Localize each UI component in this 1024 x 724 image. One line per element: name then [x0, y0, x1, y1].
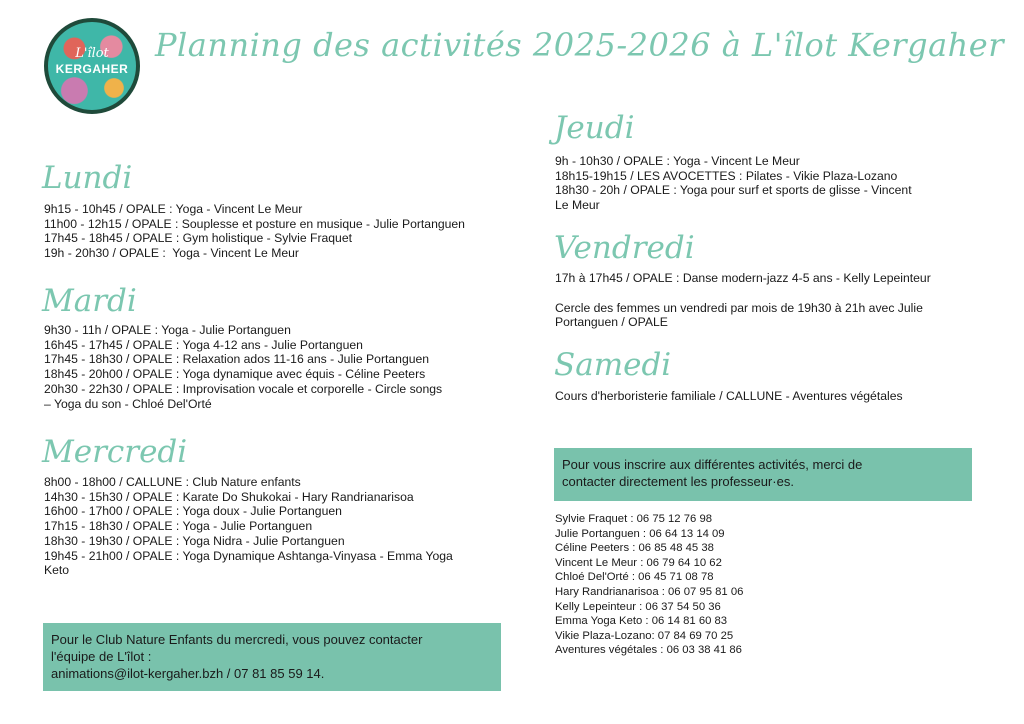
contact-item: Vincent Le Meur : 06 79 64 10 62: [555, 556, 722, 569]
schedule-line: 16h00 - 17h00 / OPALE : Yoga doux - Julie Portanguen: [44, 504, 342, 519]
day-heading-samedi: Samedi: [554, 347, 672, 383]
schedule-line: 9h15 - 10h45 / OPALE : Yoga - Vincent Le Meur: [44, 202, 303, 216]
schedule-line: 9h - 10h30 / OPALE : Yoga - Vincent Le Meur: [555, 154, 800, 168]
schedule-line: 17h45 - 18h30 / OPALE : Relaxation ados 11-16 ans - Julie Portanguen: [44, 352, 430, 367]
inscription-info-box: Pour vous inscrire aux différentes activités, merci de contacter directement les professeur·es.: [554, 448, 972, 501]
day-heading-lundi: Lundi: [42, 160, 133, 196]
schedule-line: 18h45 - 20h00 / OPALE : Yoga dynamique avec équis - Céline Peeters: [44, 367, 426, 382]
logo-text-ilot: L'îlot: [75, 46, 109, 61]
day-heading-jeudi: Jeudi: [554, 110, 635, 146]
schedule-vendredi: [555, 271, 975, 330]
schedule-line: 11h00 - 12h15 / OPALE : Souplesse et posture en musique - Julie Portanguen: [44, 216, 465, 231]
contact-item: Kelly Lepeinteur : 06 37 54 50 36: [555, 600, 721, 613]
schedule-line: 9h30 - 11h / OPALE : Yoga - Julie Portanguen: [44, 323, 291, 337]
contact-item: Julie Portanguen : 06 64 13 14 09: [555, 527, 725, 540]
schedule-line: 17h15 - 18h30 / OPALE : Yoga - Julie Portanguen: [44, 519, 313, 534]
schedule-line: 16h45 - 17h45 / OPALE : Yoga 4-12 ans - Julie Portanguen: [44, 337, 363, 352]
schedule-line: 17h à 17h45 / OPALE : Danse modern-jazz 4-5 ans - Kelly Lepeinteur: [555, 271, 931, 285]
contact-item: Emma Yoga Keto : 06 14 81 60 83: [555, 615, 728, 628]
page-title: Planning des activités 2025-2026 à L'îlot Kergaher: [155, 26, 1004, 64]
club-nature-contact-box: Pour le Club Nature Enfants du mercredi, vous pouvez contacter l'équipe de L'îlot : animations@ilot-kergaher.bzh / 07 81 85 59 14.: [43, 623, 501, 691]
schedule-mardi: [44, 323, 442, 411]
contact-item: Aventures végétales : 06 03 38 41 86: [555, 644, 742, 657]
contact-item: Chloé Del'Orté : 06 45 71 08 78: [555, 571, 714, 584]
contact-item: Céline Peeters : 06 85 48 45 38: [555, 542, 714, 555]
day-heading-mardi: Mardi: [42, 283, 137, 319]
schedule-line: 18h15-19h15 / LES AVOCETTES : Pilates - Vikie Plaza-Lozano: [555, 168, 898, 183]
logo-text-kergaher: KERGAHER: [55, 62, 129, 76]
schedule-line: 18h30 - 19h30 / OPALE : Yoga Nidra - Julie Portanguen: [44, 533, 345, 548]
schedule-jeudi: [555, 154, 965, 213]
schedule-mercredi: [44, 475, 453, 578]
schedule-lundi: [44, 202, 465, 261]
day-heading-mercredi: Mercredi: [42, 434, 188, 470]
schedule-line: 19h - 20h30 / OPALE : Yoga - Vincent Le Meur: [44, 246, 299, 261]
schedule-line: Cercle des femmes un vendredi par mois de 19h30 à 21h avec Julie Portanguen / OPALE: [555, 300, 923, 330]
schedule-line: 17h45 - 18h45 / OPALE : Gym holistique - Sylvie Fraquet: [44, 231, 353, 246]
schedule-line: 8h00 - 18h00 / CALLUNE : Club Nature enfants: [44, 475, 301, 489]
schedule-line: 20h30 - 22h30 / OPALE : Improvisation vocale et corporelle - Circle songs – Yoga du son - Chloé Del'Orté: [44, 381, 443, 411]
schedule-line: 19h45 - 21h00 / OPALE : Yoga Dynamique Ashtanga-Vinyasa - Emma Yoga Keto: [44, 548, 453, 578]
logo: [44, 18, 140, 114]
schedule-samedi: [555, 389, 903, 404]
contact-item: Vikie Plaza-Lozano: 07 84 69 70 25: [555, 629, 734, 642]
schedule-line: 18h30 - 20h / OPALE : Yoga pour surf et sports de glisse - Vincent Le Meur: [555, 183, 912, 213]
schedule-line: Cours d'herboristerie familiale / CALLUNE - Aventures végétales: [555, 389, 903, 403]
contact-list: [555, 512, 743, 658]
schedule-line: 14h30 - 15h30 / OPALE : Karate Do Shukokai - Hary Randrianarisoa: [44, 489, 414, 504]
day-heading-vendredi: Vendredi: [554, 230, 695, 266]
contact-item: Sylvie Fraquet : 06 75 12 76 98: [555, 513, 713, 525]
contact-item: Hary Randrianarisoa : 06 07 95 81 06: [555, 585, 744, 598]
